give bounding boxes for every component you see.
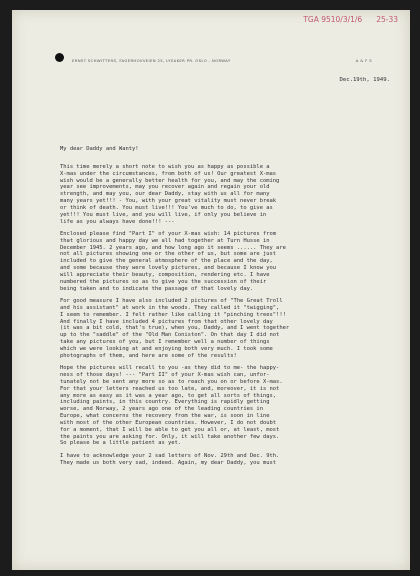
archive-annotation <box>303 15 398 24</box>
paragraph: This time merely a short note to wish you as happy as possible a X-mas under the circumstances, from both of us! Our greatest X-mas wish would be a generally better health for you, and may the coming year see improvements, may you recover again and regain your old strength, and may you, our dear Daddy, stay with us all for many many years yet!!! - You, with your great vitality must never break or think of death. You must live!!! You've much to do, to give as yet!!! You must live, and you will live, if only you believe in life as you always have done!!! --- <box>60 163 280 225</box>
paragraph: For good measure I have also included 2 pictures of "The Great Troll and his assistant" at work in the woods. They called it "twigging", I seem to remember. I felt rather like calling it "pinching trees"!!! And finally I have included 4 pictures from that other lovely day (it was a bit cold, that's true), when you, Daddy, and I went together up to the "saddle" of the "Old Man Coniston". On that day I did not take any pictures of you, but I remember well a number of things which we were looking at and enjoying both very much. I took some photographs of them, and here are some of the results! <box>60 298 290 359</box>
letterhead-sender: ERNST SCHWITTERS, FAGERHOVVEIEN 25, LYSAKER PR. OSLO - NORWAY <box>72 58 231 63</box>
punch-hole <box>55 53 64 62</box>
paragraph: Enclosed please find "Part I" of your X-mas wish: 14 pictures from that glorious and happy day we all had together at Turn Husse in December 1945. 2 years ago, and how long ago it seems ...... They are not all pictures showing one or the other of us, but some are just included to give the general atmosphere of the place and the day, and some because they were lovely pictures, and because I know you will appreciate their beauty, composition, rendering etc. I have numbered the pictures so as to give you the succession of their being taken and to indicate the passage of that lovely day. <box>60 230 286 292</box>
page-marks: 25-33 <box>376 15 398 24</box>
paragraph: I have to acknowledge your 2 sad letters of Nov. 29th and Dec. 9th. They made us both very sad, indeed. Again, my dear Daddy, you must <box>60 452 280 466</box>
greeting: My dear Daddy and Wanty! <box>60 146 139 152</box>
letter-body <box>60 146 390 472</box>
paragraph: Hope the pictures will recall to you -as they did to me- the happy- ness of those days! --- "Part II" of your X-mas wish can, unfor- tunately not be sent any more so as to reach you on or before X-mas. For that your letters reached us too late, and, moreover, it is not any more as easy as it was a year ago, to get all sorts of things, including paints, in this country. Everything is rapidly getting worse, and Norway, 2 years ago one of the leading countries in Europe, what concerns the recovery from the war, is soon in line with most of the other European countries. However, I do not doubt for a moment, that I will be able to get you all or, at least, most the paints you are asking for. Only, it will take another few days. So please be a little patient as yet. <box>60 365 283 447</box>
letterhead-code: A & F S <box>355 58 372 63</box>
archive-ref-number: TGA 9510/3/1/6 <box>303 15 363 24</box>
letter-date: Dec.19th, 1949. <box>339 77 390 83</box>
letterhead <box>72 58 372 63</box>
